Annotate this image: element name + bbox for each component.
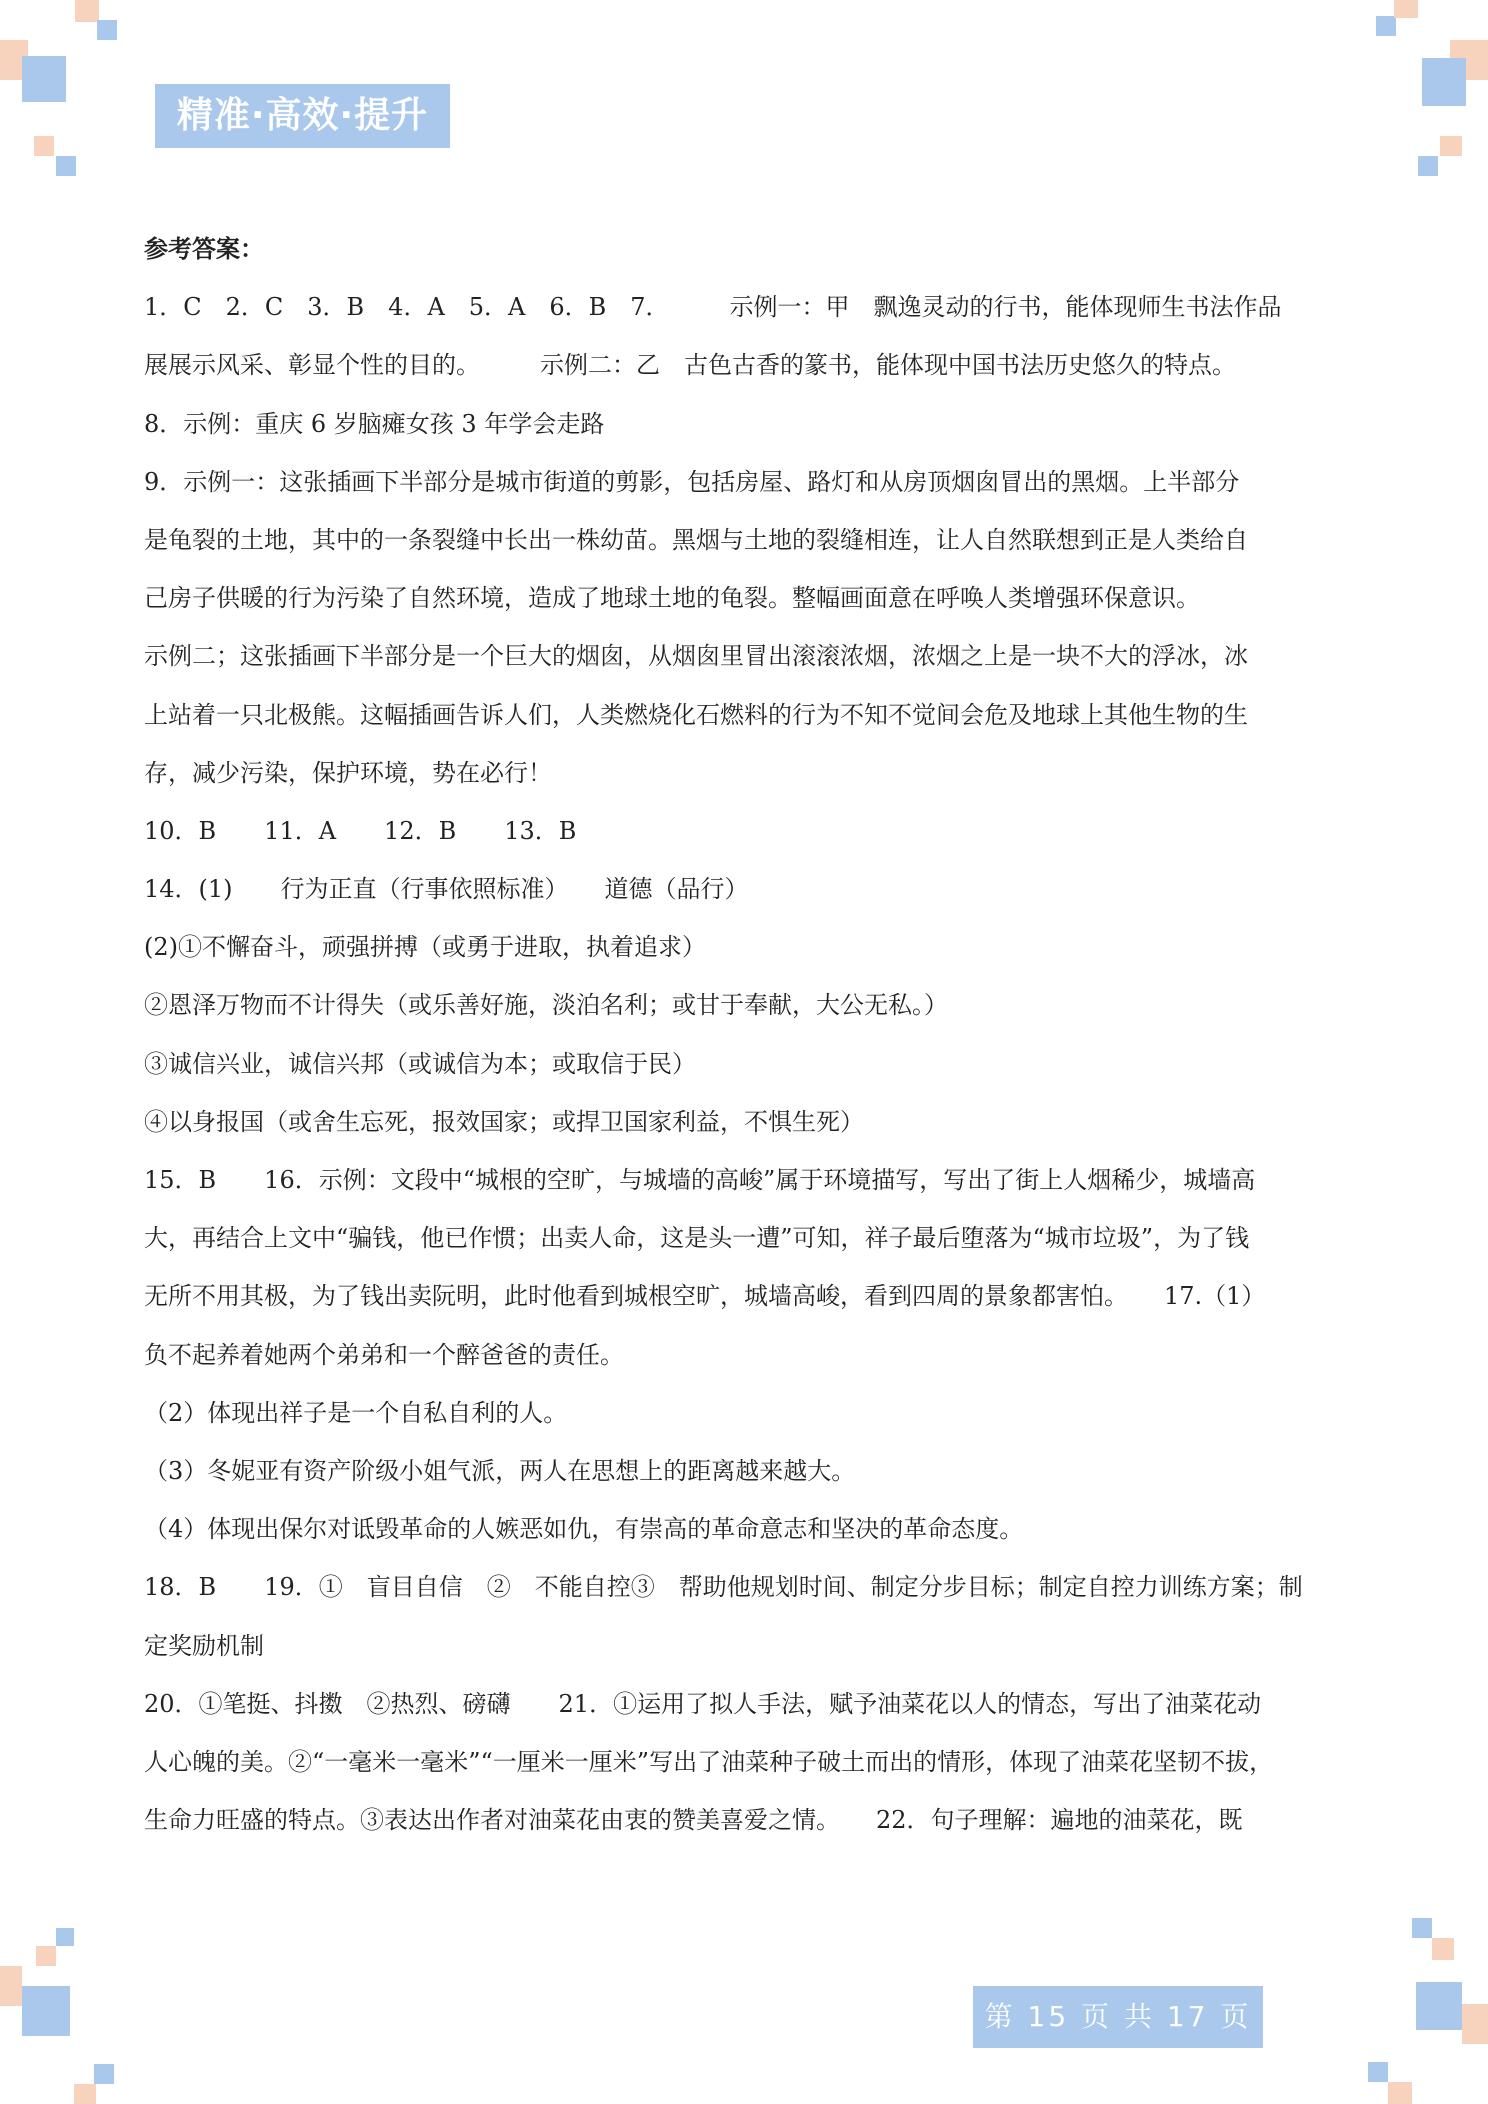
answer-line: 14．(1) 行为正直（行事依照标准） 道德（品行） [144, 875, 749, 904]
answer-line: 人心魄的美。②“一毫米一毫米”“一厘米一厘米”写出了油菜种子破土而出的情形，体现了油菜花坚韧不拔， [144, 1747, 1274, 1776]
answer-line: 定奖励机制 [144, 1631, 264, 1660]
answer-line: 负不起养着她两个弟弟和一个醉爸爸的责任。 [144, 1340, 624, 1369]
answer-line: 9．示例一：这张插画下半部分是城市街道的剪影，包括房屋、路灯和从房顶烟囱冒出的黑烟。上半部分 [144, 467, 1240, 496]
answer-line: 18．B 19．① 盲目自信 ② 不能自控③ 帮助他规划时间、制定分步目标；制定自控力训练方案；制 [144, 1573, 1303, 1602]
answer-line: 展展示风采、彰显个性的目的。 示例二：乙 古色古香的篆书，能体现中国书法历史悠久的特点。 [144, 351, 1236, 380]
answer-line: ③诚信兴业，诚信兴邦（或诚信为本；或取信于民） [144, 1049, 696, 1078]
answer-line: （2）体现出祥子是一个自私自利的人。 [144, 1398, 568, 1427]
answer-line: 无所不用其极，为了钱出卖阮明，此时他看到城根空旷，城墙高峻，看到四周的景象都害怕。 17.（1） [144, 1282, 1266, 1311]
answer-line: （3）冬妮亚有资产阶级小姐气派，两人在思想上的距离越来越大。 [144, 1456, 856, 1485]
answer-line: 15．B 16．示例：文段中“城根的空旷，与城墙的高峻”属于环境描写，写出了街上人烟稀少，城墙高 [144, 1166, 1256, 1194]
header-banner: 精准·高效·提升 [155, 84, 450, 148]
answer-line: 示例二；这张插画下半部分是一个巨大的烟囱，从烟囱里冒出滚滚浓烟，浓烟之上是一块不大的浮冰，冰 [144, 642, 1248, 671]
answer-line: 1．C 2．C 3．B 4．A 5．A 6．B 7． 示例一：甲 飘逸灵动的行书，能体现师生书法作品 [144, 293, 1282, 322]
answer-line: 存，减少污染，保护环境，势在必行！ [144, 758, 552, 787]
answers-heading: 参考答案： [144, 235, 264, 263]
answer-line: 己房子供暖的行为污染了自然环境，造成了地球土地的龟裂。整幅画面意在呼唤人类增强环保意识。 [144, 584, 1200, 613]
answer-line: 20．①笔挺、抖擞 ②热烈、磅礴 21．①运用了拟人手法，赋予油菜花以人的情态，写出了油菜花动 [144, 1689, 1262, 1718]
answer-line: 上站着一只北极熊。这幅插画告诉人们，人类燃烧化石燃料的行为不知不觉间会危及地球上其他生物的生 [144, 700, 1248, 729]
answer-line: (2)①不懈奋斗，顽强拼搏（或勇于进取，执着追求） [144, 933, 706, 962]
answer-line: ②恩泽万物而不计得失（或乐善好施，淡泊名利；或甘于奉献，大公无私。） [144, 991, 948, 1020]
page-number: 第 15 页 共 17 页 [973, 1986, 1263, 2048]
answer-line: 8．示例：重庆 6 岁脑瘫女孩 3 年学会走路 [144, 409, 605, 438]
answer-line: 大，再结合上文中“骗钱，他已作惯；出卖人命，这是头一遭”可知，祥子最后堕落为“城市垃圾”，为了钱 [144, 1224, 1250, 1253]
answer-line: 是龟裂的土地，其中的一条裂缝中长出一株幼苗。黑烟与土地的裂缝相连，让人自然联想到正是人类给自 [144, 525, 1248, 554]
answer-line: ④以身报国（或舍生忘死，报效国家；或捍卫国家利益，不惧生死） [144, 1107, 864, 1136]
answer-line: 10．B 11．A 12．B 13．B [144, 816, 577, 845]
answer-line: 生命力旺盛的特点。③表达出作者对油菜花由衷的赞美喜爱之情。 22．句子理解：遍地的油菜花，既 [144, 1806, 1243, 1835]
answer-line: （4）体现出保尔对诋毁革命的人嫉恶如仇，有崇高的革命意志和坚决的革命态度。 [144, 1515, 1024, 1544]
answer-content [144, 220, 1354, 1849]
